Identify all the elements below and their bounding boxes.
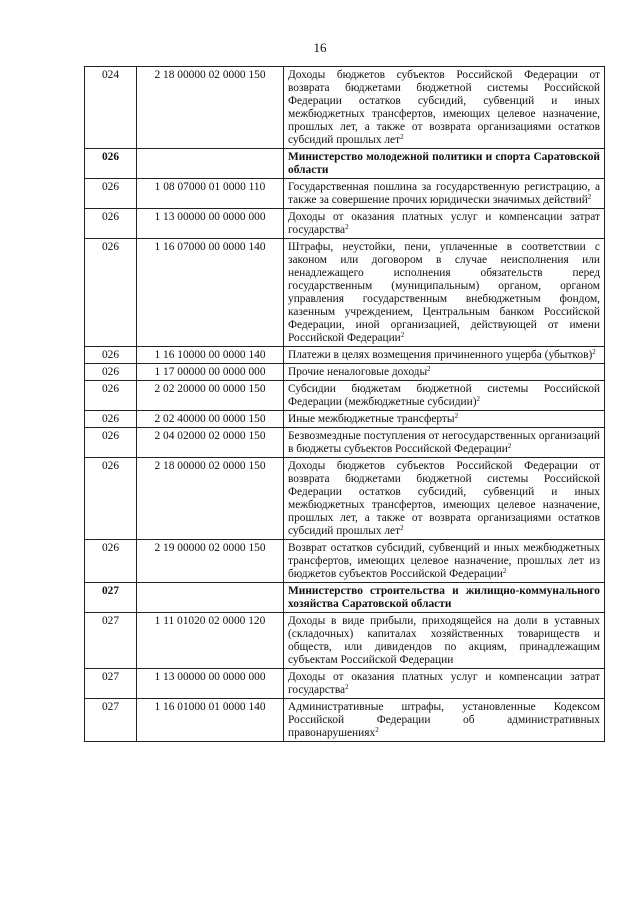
income-name-text: Административные штрафы, установленные Кодексом Российской Федерации об административных правонарушениях [288, 701, 600, 739]
admin-code-cell: 026 [85, 458, 137, 540]
income-name-cell [284, 209, 605, 239]
income-name-text: Платежи в целях возмещения причиненного ущерба (убытков) [288, 349, 593, 361]
admin-code-cell: 026 [85, 149, 137, 179]
income-name-cell [284, 239, 605, 347]
income-name-cell [284, 583, 605, 613]
page-number: 16 [313, 40, 327, 55]
income-name-text: Министерство строительства и жилищно-коммунального хозяйства Саратовской области [288, 585, 600, 610]
budget-code-cell: 2 04 02000 02 0000 150 [137, 428, 284, 458]
admin-code-cell: 027 [85, 669, 137, 699]
income-name-text: Прочие неналоговые доходы [288, 366, 428, 378]
budget-code-cell [137, 583, 284, 613]
admin-code-cell: 026 [85, 381, 137, 411]
income-name-cell [284, 699, 605, 742]
admin-code-cell: 027 [85, 583, 137, 613]
admin-code-cell: 026 [85, 428, 137, 458]
footnote-marker: 2 [400, 133, 404, 141]
footnote-marker: 2 [454, 412, 459, 420]
table-row [85, 613, 605, 669]
budget-code-cell: 2 19 00000 02 0000 150 [137, 540, 284, 583]
budget-classification-table [84, 66, 605, 742]
footnote-marker: 2 [592, 348, 596, 356]
table-row [85, 347, 605, 364]
budget-code-cell: 1 13 00000 00 0000 000 [137, 669, 284, 699]
footnote-marker: 2 [427, 365, 431, 373]
admin-code-cell: 026 [85, 540, 137, 583]
income-name-cell [284, 540, 605, 583]
table-row [85, 209, 605, 239]
income-name-text: Министерство молодежной политики и спорта Саратовской области [288, 151, 600, 176]
income-name-cell [284, 149, 605, 179]
income-name-text: Доходы в виде прибыли, приходящейся на доли в уставных (складочных) капиталах хозяйственных товариществ и обществ, или дивидендов по акциям, принадлежащим субъектам Российской Федерации [288, 615, 600, 666]
budget-code-cell: 1 17 00000 00 0000 000 [137, 364, 284, 381]
budget-code-cell [137, 149, 284, 179]
income-name-cell [284, 458, 605, 540]
table-row [85, 411, 605, 428]
footnote-marker: 2 [476, 395, 481, 403]
income-name-cell [284, 428, 605, 458]
budget-code-cell: 1 13 00000 00 0000 000 [137, 209, 284, 239]
footnote-marker: 2 [587, 193, 592, 201]
admin-code-cell: 026 [85, 179, 137, 209]
table-row [85, 540, 605, 583]
income-name-text: Возврат остатков субсидий, субвенций и иных межбюджетных трансфертов, имеющих целевое назначение, прошлых лет из бюджетов субъектов Российской Федерации [288, 542, 600, 580]
admin-code-cell: 026 [85, 209, 137, 239]
income-name-cell [284, 179, 605, 209]
income-name-text: Доходы бюджетов субъектов Российской Федерации от возврата бюджетами бюджетной системы Российской Федерации остатков субсидий, субвенций и иных межбюджетных трансфертов, имеющих целевое назначение, прошлых лет, а также от возврата организациями остатков субсидий прошлых лет [288, 460, 600, 537]
footnote-marker: 2 [400, 331, 405, 339]
income-name-text: Иные межбюджетные трансферты [288, 413, 455, 425]
footnote-marker: 2 [375, 726, 379, 734]
table-row [85, 458, 605, 540]
table-row [85, 428, 605, 458]
admin-code-cell: 026 [85, 239, 137, 347]
budget-code-cell: 1 16 10000 00 0000 140 [137, 347, 284, 364]
table-row [85, 239, 605, 347]
table-body [85, 67, 605, 742]
budget-code-cell: 2 18 00000 02 0000 150 [137, 67, 284, 149]
budget-code-cell: 2 18 00000 02 0000 150 [137, 458, 284, 540]
budget-code-cell: 2 02 20000 00 0000 150 [137, 381, 284, 411]
ministry-header-row [85, 583, 605, 613]
income-name-cell [284, 67, 605, 149]
footnote-marker: 2 [345, 223, 349, 231]
budget-code-cell: 1 16 07000 00 0000 140 [137, 239, 284, 347]
ministry-header-row [85, 149, 605, 179]
income-name-text: Безвозмездные поступления от негосударственных организаций в бюджеты субъектов Российской Федерации [288, 430, 600, 455]
income-name-text: Доходы от оказания платных услуг и компенсации затрат государства [288, 671, 600, 696]
income-name-cell [284, 669, 605, 699]
income-name-text: Доходы бюджетов субъектов Российской Федерации от возврата бюджетами бюджетной системы Российской Федерации остатков субсидий, субвенций и иных межбюджетных трансфертов, имеющих целевое назначение, прошлых лет, а также от возврата организациями остатков субсидий прошлых лет [288, 69, 600, 146]
income-name-cell [284, 381, 605, 411]
admin-code-cell: 024 [85, 67, 137, 149]
budget-code-cell: 1 11 01020 02 0000 120 [137, 613, 284, 669]
income-name-cell [284, 347, 605, 364]
income-name-cell [284, 613, 605, 669]
income-name-cell [284, 364, 605, 381]
admin-code-cell: 026 [85, 347, 137, 364]
footnote-marker: 2 [502, 567, 507, 575]
table-row [85, 381, 605, 411]
table-row [85, 364, 605, 381]
admin-code-cell: 027 [85, 613, 137, 669]
table-row [85, 67, 605, 149]
budget-code-cell: 2 02 40000 00 0000 150 [137, 411, 284, 428]
budget-code-cell: 1 08 07000 01 0000 110 [137, 179, 284, 209]
admin-code-cell: 026 [85, 411, 137, 428]
income-name-text: Штрафы, неустойки, пени, уплаченные в соответствии с законом или договором в случае неисполнения или ненадлежащего исполнения обязательств перед государственным (муниципальным) органом, органом управления государственным внебюджетным фондом, казенным учреждением, Центральным банком Российской Федерации, иной организацией, действующей от имени Российской Федерации [288, 241, 600, 344]
budget-code-cell: 1 16 01000 01 0000 140 [137, 699, 284, 742]
footnote-marker: 2 [507, 442, 512, 450]
income-name-text: Субсидии бюджетам бюджетной системы Российской Федерации (межбюджетные субсидии) [288, 383, 600, 408]
table-row [85, 699, 605, 742]
admin-code-cell: 026 [85, 364, 137, 381]
footnote-marker: 2 [345, 683, 349, 691]
income-name-text: Доходы от оказания платных услуг и компенсации затрат государства [288, 211, 600, 236]
footnote-marker: 2 [400, 524, 404, 532]
admin-code-cell: 027 [85, 699, 137, 742]
income-name-cell [284, 411, 605, 428]
table-row [85, 179, 605, 209]
income-name-text: Государственная пошлина за государственную регистрацию, а также за совершение прочих юридически значимых действий [288, 181, 600, 206]
table-row [85, 669, 605, 699]
